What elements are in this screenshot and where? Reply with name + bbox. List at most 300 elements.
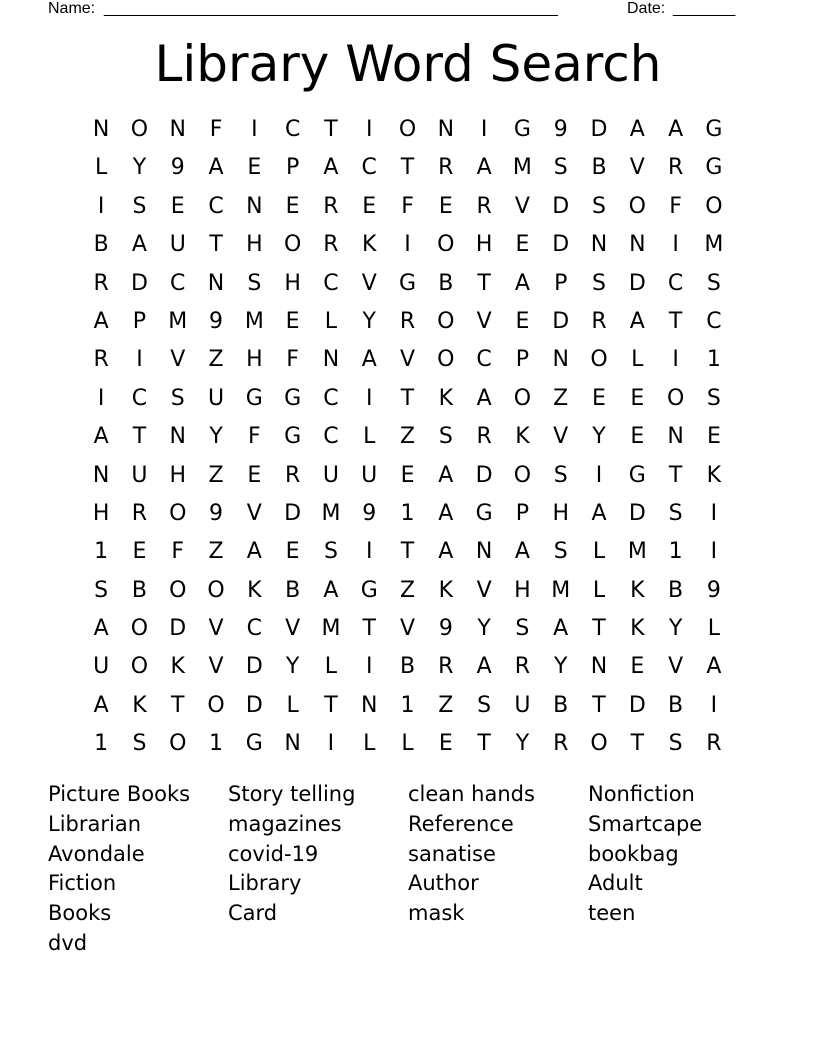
grid-letter[interactable]: D	[169, 616, 187, 642]
grid-letter[interactable]: D	[552, 308, 570, 334]
grid-letter[interactable]: N	[284, 731, 301, 757]
grid-letter[interactable]: K	[362, 232, 377, 258]
grid-letter[interactable]: D	[628, 270, 646, 296]
grid-letter[interactable]: B	[591, 155, 607, 181]
grid-letter[interactable]: A	[629, 117, 645, 142]
grid-letter[interactable]: N	[92, 462, 110, 488]
grid-letter[interactable]: V	[246, 500, 262, 526]
word-list-item: clean hands	[408, 782, 535, 806]
grid-letter[interactable]: 1	[400, 692, 415, 718]
grid-letter[interactable]: L	[95, 155, 108, 181]
grid-letter[interactable]: A	[323, 577, 339, 603]
grid-letter[interactable]: I	[97, 385, 105, 411]
grid-letter[interactable]: O	[705, 193, 723, 219]
grid-letter[interactable]: H	[514, 577, 531, 603]
grid-letter[interactable]: N	[92, 117, 110, 142]
grid-letter[interactable]: K	[630, 616, 645, 642]
grid-letter[interactable]: A	[514, 539, 530, 565]
word-list-item: Card	[228, 901, 278, 926]
grid-letter[interactable]: O	[130, 654, 149, 680]
grid-letter[interactable]: A	[629, 308, 645, 334]
grid-letter[interactable]: E	[285, 539, 300, 565]
grid-letter[interactable]: Y	[132, 155, 147, 181]
grid-letter[interactable]: N	[322, 347, 340, 373]
grid-letter[interactable]: T	[477, 731, 491, 757]
grid-letter[interactable]: I	[404, 232, 411, 258]
grid-letter[interactable]: D	[130, 270, 148, 296]
grid-letter[interactable]: V	[208, 616, 224, 642]
grid-letter[interactable]: R	[438, 654, 454, 680]
grid-letter[interactable]: I	[365, 117, 373, 142]
grid-letter[interactable]: T	[668, 462, 683, 488]
grid-letter[interactable]: R	[93, 270, 109, 296]
grid-letter[interactable]: C	[323, 385, 339, 411]
grid-letter[interactable]: V	[170, 347, 186, 373]
grid-letter[interactable]: Y	[668, 616, 683, 642]
grid-letter[interactable]: 9	[362, 500, 377, 526]
grid-letter[interactable]: E	[400, 462, 415, 488]
grid-letter[interactable]: O	[513, 462, 532, 488]
grid-letter[interactable]: I	[710, 500, 718, 526]
grid-letter[interactable]: P	[554, 270, 568, 296]
grid-letter[interactable]: Z	[399, 577, 416, 603]
grid-letter[interactable]: I	[365, 539, 373, 565]
grid-letter[interactable]: S	[706, 270, 721, 296]
grid-letter[interactable]: U	[207, 385, 225, 411]
grid-letter[interactable]: V	[399, 347, 416, 373]
grid-letter[interactable]: S	[132, 731, 147, 757]
grid-letter[interactable]: M	[627, 539, 647, 565]
grid-letter[interactable]: Y	[592, 424, 606, 450]
grid-letter[interactable]: E	[438, 731, 453, 757]
word-list-item: dvd	[48, 930, 88, 955]
grid-letter[interactable]: V	[629, 155, 645, 181]
grid-letter[interactable]: A	[208, 155, 224, 181]
grid-letter[interactable]: E	[438, 193, 453, 219]
grid-letter[interactable]: S	[553, 462, 568, 488]
grid-letter[interactable]: I	[327, 731, 335, 757]
grid-letter[interactable]: S	[132, 193, 147, 219]
grid-letter[interactable]: R	[476, 424, 492, 450]
grid-letter[interactable]: T	[171, 692, 185, 718]
grid-letter[interactable]: R	[323, 193, 339, 219]
grid-letter[interactable]: A	[514, 270, 530, 296]
grid-letter[interactable]: A	[93, 308, 109, 334]
grid-letter[interactable]: Z	[399, 424, 416, 450]
grid-letter[interactable]: I	[480, 117, 488, 142]
grid-row	[82, 725, 733, 763]
grid-letter[interactable]: S	[553, 155, 568, 181]
grid-letter[interactable]: T	[362, 616, 376, 642]
grid-letter[interactable]: A	[323, 155, 339, 181]
grid-letter[interactable]: 1	[94, 539, 109, 565]
grid-letter[interactable]: H	[246, 232, 263, 258]
grid-letter[interactable]: O	[437, 347, 455, 373]
grid-letter[interactable]: E	[362, 193, 377, 219]
grid-letter[interactable]: D	[590, 117, 608, 142]
grid-letter[interactable]: S	[706, 385, 721, 411]
grid-letter[interactable]: E	[630, 385, 645, 411]
grid-letter[interactable]: O	[437, 308, 455, 334]
grid-letter[interactable]: A	[93, 616, 109, 642]
grid-letter[interactable]: M	[551, 577, 571, 603]
grid-letter[interactable]: 1	[209, 731, 224, 757]
grid-letter[interactable]: C	[323, 424, 339, 450]
grid-letter[interactable]: I	[365, 385, 373, 411]
grid-letter[interactable]: U	[361, 462, 378, 488]
grid-letter[interactable]: I	[251, 117, 258, 142]
grid-letter[interactable]: O	[169, 577, 187, 603]
grid-letter[interactable]: F	[401, 193, 414, 219]
grid-letter[interactable]: U	[322, 462, 339, 488]
grid-letter[interactable]: D	[552, 193, 570, 219]
grid-letter[interactable]: R	[438, 155, 454, 181]
grid-letter[interactable]: H	[169, 462, 187, 488]
grid-letter[interactable]: Z	[553, 385, 569, 411]
grid-letter[interactable]: A	[246, 539, 262, 565]
grid-letter[interactable]: Z	[208, 347, 224, 373]
grid-letter[interactable]: G	[284, 385, 302, 411]
grid-row	[82, 303, 733, 341]
grid-letter[interactable]: G	[628, 462, 646, 488]
grid-letter[interactable]: L	[707, 616, 721, 642]
grid-letter[interactable]: S	[592, 270, 606, 296]
grid-letter[interactable]: T	[477, 270, 491, 296]
grid-letter[interactable]: N	[667, 424, 684, 450]
grid-letter[interactable]: S	[94, 577, 109, 603]
grid-letter[interactable]: T	[400, 539, 415, 565]
grid-letter[interactable]: E	[285, 193, 300, 219]
grid-letter[interactable]: T	[630, 731, 645, 757]
grid-letter[interactable]: N	[590, 654, 608, 680]
grid-letter[interactable]: R	[514, 654, 531, 680]
grid-letter[interactable]: L	[592, 539, 606, 565]
grid-letter[interactable]: A	[438, 539, 454, 565]
grid-letter[interactable]: S	[477, 692, 492, 718]
grid-letter[interactable]: O	[398, 117, 417, 142]
grid-letter[interactable]: 9	[170, 155, 185, 181]
grid-letter[interactable]: K	[438, 385, 454, 411]
grid-letter[interactable]: I	[365, 654, 373, 680]
grid-letter[interactable]: Z	[208, 539, 224, 565]
grid-letter[interactable]: I	[136, 347, 143, 373]
grid-letter[interactable]: R	[706, 731, 722, 757]
grid-letter[interactable]: 1	[668, 539, 683, 565]
grid-letter[interactable]: K	[706, 462, 722, 488]
grid-letter[interactable]: M	[704, 232, 724, 258]
grid-letter[interactable]: C	[246, 616, 263, 642]
grid-letter[interactable]: B	[438, 270, 454, 296]
grid-letter[interactable]: A	[476, 155, 492, 181]
grid-letter[interactable]: S	[553, 539, 568, 565]
grid-letter[interactable]: H	[92, 500, 110, 526]
grid-letter[interactable]: C	[208, 193, 224, 219]
grid-letter[interactable]: N	[437, 117, 455, 142]
grid-letter[interactable]: G	[475, 500, 493, 526]
grid-letter[interactable]: R	[399, 308, 416, 334]
grid-letter[interactable]: H	[246, 347, 263, 373]
grid-letter[interactable]: T	[400, 385, 415, 411]
grid-letter[interactable]: N	[629, 232, 646, 258]
grid-letter[interactable]: S	[323, 539, 338, 565]
grid-letter[interactable]: O	[169, 731, 187, 757]
grid-letter[interactable]: Y	[477, 616, 491, 642]
grid-letter[interactable]: F	[209, 117, 223, 142]
grid-letter[interactable]: L	[401, 731, 414, 757]
word-list-item: Adult	[588, 871, 643, 896]
grid-letter[interactable]: G	[284, 424, 302, 450]
grid-letter[interactable]: L	[286, 692, 299, 718]
grid-letter[interactable]: N	[169, 117, 186, 142]
date-field[interactable]: _______	[673, 0, 736, 17]
grid-letter[interactable]: I	[595, 462, 603, 488]
grid-letter[interactable]: H	[284, 270, 301, 296]
grid-letter[interactable]: S	[438, 424, 453, 450]
grid-letter[interactable]: L	[363, 731, 376, 757]
grid-letter[interactable]: A	[553, 616, 569, 642]
grid-letter[interactable]: O	[130, 616, 149, 642]
grid-letter[interactable]: V	[668, 654, 684, 680]
grid-letter[interactable]: N	[246, 193, 263, 219]
grid-letter[interactable]: E	[630, 654, 645, 680]
grid-letter[interactable]: U	[169, 232, 186, 258]
grid-letter[interactable]: R	[323, 232, 339, 258]
grid-letter[interactable]: G	[245, 385, 263, 411]
grid-letter[interactable]: F	[669, 193, 682, 219]
grid-letter[interactable]: D	[245, 692, 263, 718]
grid-letter[interactable]: S	[592, 193, 606, 219]
grid-letter[interactable]: L	[324, 654, 338, 680]
grid-letter[interactable]: S	[247, 270, 262, 296]
grid-letter[interactable]: O	[437, 232, 455, 258]
grid-letter[interactable]: I	[710, 539, 718, 565]
grid-letter[interactable]: T	[324, 692, 338, 718]
grid-row	[82, 111, 733, 149]
grid-letter[interactable]: O	[666, 385, 685, 411]
grid-letter[interactable]: D	[475, 462, 493, 488]
grid-letter[interactable]: Y	[285, 654, 300, 680]
grid-letter[interactable]: T	[668, 308, 683, 334]
grid-letter[interactable]: V	[399, 616, 416, 642]
grid-letter[interactable]: F	[171, 539, 185, 565]
grid-letter[interactable]: T	[132, 424, 147, 450]
grid-letter[interactable]: O	[628, 193, 646, 219]
grid-letter[interactable]: A	[668, 117, 684, 142]
grid-letter[interactable]: O	[207, 577, 225, 603]
grid-letter[interactable]: C	[476, 347, 492, 373]
word-list-item: Author	[408, 871, 479, 896]
grid-letter[interactable]: G	[705, 117, 723, 142]
grid-letter[interactable]: B	[668, 692, 684, 718]
grid-letter[interactable]: T	[400, 155, 415, 181]
grid-letter[interactable]: L	[324, 308, 338, 334]
grid-letter[interactable]: E	[170, 193, 185, 219]
grid-letter[interactable]: 1	[706, 347, 721, 373]
grid-letter[interactable]: E	[515, 232, 530, 258]
grid-letter[interactable]: K	[170, 654, 185, 680]
grid-letter[interactable]: 9	[706, 577, 721, 603]
grid-letter[interactable]: V	[208, 654, 224, 680]
grid-letter[interactable]: T	[209, 232, 223, 258]
grid-letter[interactable]: U	[93, 654, 110, 680]
grid-letter[interactable]: E	[247, 155, 262, 181]
grid-letter[interactable]: M	[512, 155, 532, 181]
grid-letter[interactable]: P	[285, 155, 300, 181]
grid-letter[interactable]: Y	[362, 308, 376, 334]
grid-letter[interactable]: N	[590, 232, 608, 258]
grid-letter[interactable]: V	[476, 308, 492, 334]
grid-letter[interactable]: P	[132, 308, 147, 334]
grid-letter[interactable]: N	[360, 692, 378, 718]
grid-letter[interactable]: A	[131, 232, 147, 258]
grid-letter[interactable]: 1	[94, 731, 109, 757]
grid-letter[interactable]: V	[361, 270, 377, 296]
grid-letter[interactable]: B	[553, 692, 569, 718]
grid-letter[interactable]: Y	[553, 654, 568, 680]
grid-letter[interactable]: E	[630, 424, 645, 450]
grid-letter[interactable]: E	[706, 424, 721, 450]
grid-letter[interactable]: M	[168, 308, 188, 334]
grid-letter[interactable]: R	[667, 155, 684, 181]
grid-letter[interactable]: O	[590, 731, 608, 757]
grid-letter[interactable]: T	[592, 692, 606, 718]
grid-letter[interactable]: F	[248, 424, 261, 450]
grid-letter[interactable]: R	[476, 193, 492, 219]
grid-letter[interactable]: Y	[515, 731, 530, 757]
grid-letter[interactable]: K	[515, 424, 530, 450]
grid-letter[interactable]: A	[476, 385, 492, 411]
grid-letter[interactable]: K	[247, 577, 262, 603]
grid-letter[interactable]: G	[705, 155, 723, 181]
grid-letter[interactable]: D	[245, 654, 263, 680]
grid-letter[interactable]: E	[592, 385, 606, 411]
word-list-item: Librarian	[48, 811, 142, 836]
grid-letter[interactable]: K	[132, 692, 147, 718]
grid-letter[interactable]: A	[93, 692, 109, 718]
grid-letter[interactable]: D	[628, 692, 646, 718]
grid-letter[interactable]: U	[131, 462, 148, 488]
grid-letter[interactable]: G	[513, 117, 531, 142]
grid-letter[interactable]: N	[207, 270, 225, 296]
grid-letter[interactable]: A	[438, 500, 454, 526]
grid-letter[interactable]: I	[97, 193, 105, 219]
grid-letter[interactable]: A	[706, 654, 722, 680]
grid-letter[interactable]: N	[552, 347, 569, 373]
grid-letter[interactable]: U	[514, 692, 531, 718]
grid-letter[interactable]: Y	[209, 424, 223, 450]
grid-letter[interactable]: A	[438, 462, 454, 488]
grid-letter[interactable]: B	[93, 232, 109, 258]
grid-letter[interactable]: K	[438, 577, 454, 603]
grid-letter[interactable]: G	[398, 270, 417, 296]
grid-letter[interactable]: G	[360, 577, 378, 603]
grid-letter[interactable]: M	[244, 308, 264, 334]
grid-letter[interactable]: O	[130, 117, 149, 142]
grid-letter[interactable]: H	[552, 500, 569, 526]
name-field[interactable]: ___________________________________________________	[104, 0, 558, 17]
grid-letter[interactable]: G	[245, 731, 263, 757]
grid-letter[interactable]: S	[668, 500, 683, 526]
grid-letter[interactable]: E	[515, 308, 530, 334]
grid-letter[interactable]: N	[475, 539, 493, 565]
grid-letter[interactable]: C	[706, 308, 722, 334]
grid-letter[interactable]: I	[672, 347, 679, 373]
grid-letter[interactable]: N	[169, 424, 186, 450]
grid-letter[interactable]: M	[321, 500, 341, 526]
grid-letter[interactable]: I	[672, 232, 679, 258]
grid-letter[interactable]: L	[363, 424, 376, 450]
grid-letter[interactable]: R	[553, 731, 569, 757]
grid-letter[interactable]: I	[710, 692, 718, 718]
grid-letter[interactable]: P	[515, 500, 530, 526]
grid-letter[interactable]: R	[284, 462, 301, 488]
grid-letter[interactable]: A	[476, 654, 492, 680]
grid-letter[interactable]: L	[631, 347, 644, 373]
grid-letter[interactable]: E	[285, 308, 300, 334]
grid-letter[interactable]: 9	[553, 117, 568, 142]
grid-letter[interactable]: C	[170, 270, 186, 296]
grid-letter[interactable]: S	[170, 385, 185, 411]
grid-letter[interactable]: O	[513, 385, 532, 411]
grid-letter[interactable]: B	[285, 577, 301, 603]
grid-letter[interactable]: P	[515, 347, 530, 373]
grid-letter[interactable]: O	[283, 232, 302, 258]
grid-letter[interactable]: K	[630, 577, 645, 603]
grid-letter[interactable]: O	[207, 692, 225, 718]
grid-letter[interactable]: S	[668, 731, 683, 757]
grid-letter[interactable]: Z	[438, 692, 454, 718]
grid-letter[interactable]: S	[515, 616, 530, 642]
grid-letter[interactable]: V	[553, 424, 569, 450]
grid-letter[interactable]: T	[592, 616, 606, 642]
grid-letter[interactable]: V	[476, 577, 492, 603]
grid-letter[interactable]: T	[324, 117, 338, 142]
grid-letter[interactable]: H	[475, 232, 493, 258]
grid-letter[interactable]: D	[284, 500, 302, 526]
grid-letter[interactable]: V	[285, 616, 301, 642]
grid-letter[interactable]: B	[668, 577, 684, 603]
grid-letter[interactable]: F	[286, 347, 299, 373]
grid-letter[interactable]: Z	[208, 462, 224, 488]
grid-letter[interactable]: L	[592, 577, 606, 603]
grid-letter[interactable]: R	[591, 308, 607, 334]
grid-letter[interactable]: A	[361, 347, 377, 373]
grid-letter[interactable]: R	[93, 347, 109, 373]
grid-letter[interactable]: B	[131, 577, 147, 603]
grid-letter[interactable]: E	[132, 539, 147, 565]
grid-letter[interactable]: C	[667, 270, 684, 296]
grid-letter[interactable]: C	[131, 385, 148, 411]
grid-letter[interactable]: A	[93, 424, 109, 450]
grid-letter[interactable]: B	[399, 654, 416, 680]
grid-letter[interactable]: 9	[209, 500, 224, 526]
grid-letter[interactable]: C	[323, 270, 339, 296]
grid-letter[interactable]: D	[628, 500, 646, 526]
grid-letter[interactable]: O	[590, 347, 608, 373]
grid-letter[interactable]: M	[321, 616, 341, 642]
grid-letter[interactable]: C	[284, 117, 301, 142]
grid-letter[interactable]: 1	[400, 500, 415, 526]
grid-letter[interactable]: R	[131, 500, 148, 526]
grid-letter[interactable]: C	[361, 155, 377, 181]
grid-letter[interactable]: 9	[438, 616, 453, 642]
grid-letter[interactable]: D	[552, 232, 570, 258]
grid-letter[interactable]: O	[169, 500, 187, 526]
grid-letter[interactable]: E	[247, 462, 262, 488]
grid-letter[interactable]: 9	[209, 308, 224, 334]
grid-letter[interactable]: V	[514, 193, 530, 219]
grid-letter[interactable]: A	[591, 500, 607, 526]
